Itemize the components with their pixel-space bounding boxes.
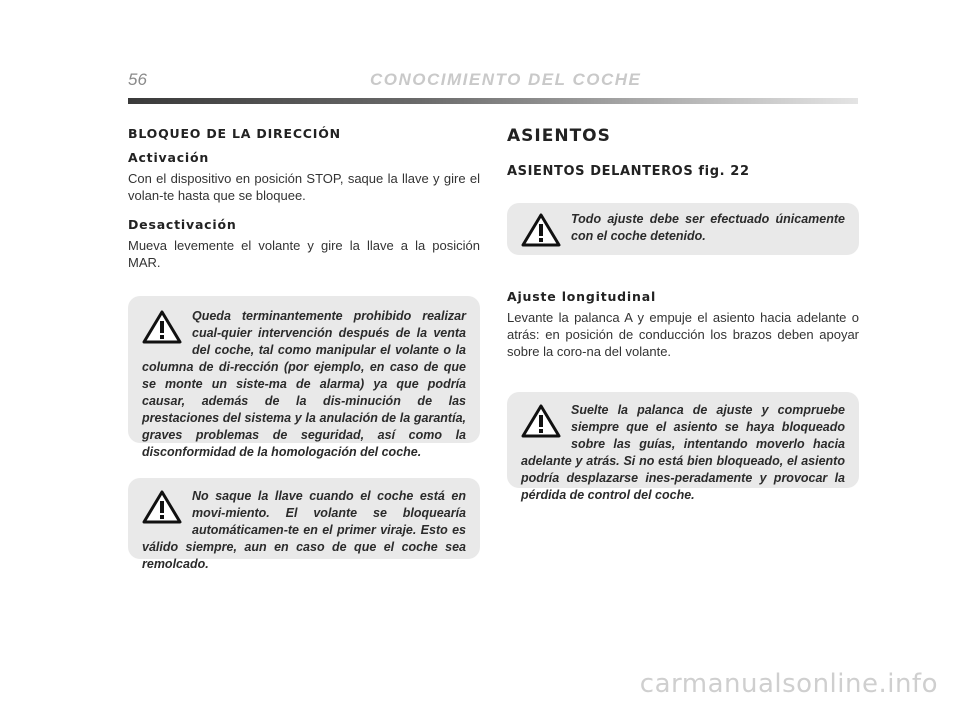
warning-triangle-icon (142, 310, 182, 344)
deactivation-heading: Desactivación (128, 217, 237, 232)
warning-text-lever: Suelte la palanca de ajuste y compruebe siempre que el asiento se haya bloqueado sobre las guías, intentando moverlo hacia adelante y atrás. Si no está bien bloqueado, el asiento podría desplazarse ines-peradamente y provocar la pérdida de control del coche. (521, 403, 845, 502)
warning-triangle-icon (142, 490, 182, 524)
header-rule (128, 98, 858, 104)
warning-text-key: No saque la llave cuando el coche está en movi-miento. El volante se bloquearía automáticamen-te en el primer viraje. Esto es válido siempre, aun en caso de que el coche sea remolcado. (142, 489, 466, 571)
left-column (128, 124, 480, 571)
right-column (507, 124, 859, 502)
warning-text-adjust: Todo ajuste debe ser efectuado únicamente con el coche detenido. (571, 212, 845, 243)
warning-box-steering (128, 296, 480, 459)
warning-triangle-icon (521, 404, 561, 438)
warning-box-lever (507, 392, 859, 502)
watermark: carmanualsonline.info (639, 669, 938, 699)
page-number: 56 (128, 70, 147, 89)
seats-heading: ASIENTOS (507, 126, 611, 146)
warning-triangle-icon (521, 213, 561, 247)
page-header (128, 70, 858, 110)
longitudinal-adjust-heading: Ajuste longitudinal (507, 289, 657, 304)
warning-text-steering: Queda terminantemente prohibido realizar cual-quier intervención después de la venta del coche, tal como manipular el volante o la columna de di-rección (por ejemplo, en caso de que se monte un siste-ma de alarma) ya que podría causar, además de la dis-minución de las prestaciones del sistema y la anulación de la garantía, graves problemas de seguridad, así como la disconformidad de la homologación del coche. (142, 309, 466, 459)
warning-box-adjust (507, 203, 859, 255)
activation-text: Con el dispositivo en posición STOP, saque la llave y gire el volan-te hasta que se bloquee. (128, 171, 480, 203)
warning-box-key (128, 478, 480, 571)
steering-lock-heading: BLOQUEO DE LA DIRECCIÓN (128, 126, 341, 141)
deactivation-text: Mueva levemente el volante y gire la llave a la posición MAR. (128, 238, 480, 270)
section-title: CONOCIMIENTO DEL COCHE (370, 70, 642, 89)
front-seats-heading: ASIENTOS DELANTEROS fig. 22 (507, 164, 750, 179)
longitudinal-adjust-text: Levante la palanca A y empuje el asiento hacia adelante o atrás: en posición de conducción los brazos deben apoyar sobre la coro-na del volante. (507, 310, 859, 359)
activation-heading: Activación (128, 150, 210, 165)
